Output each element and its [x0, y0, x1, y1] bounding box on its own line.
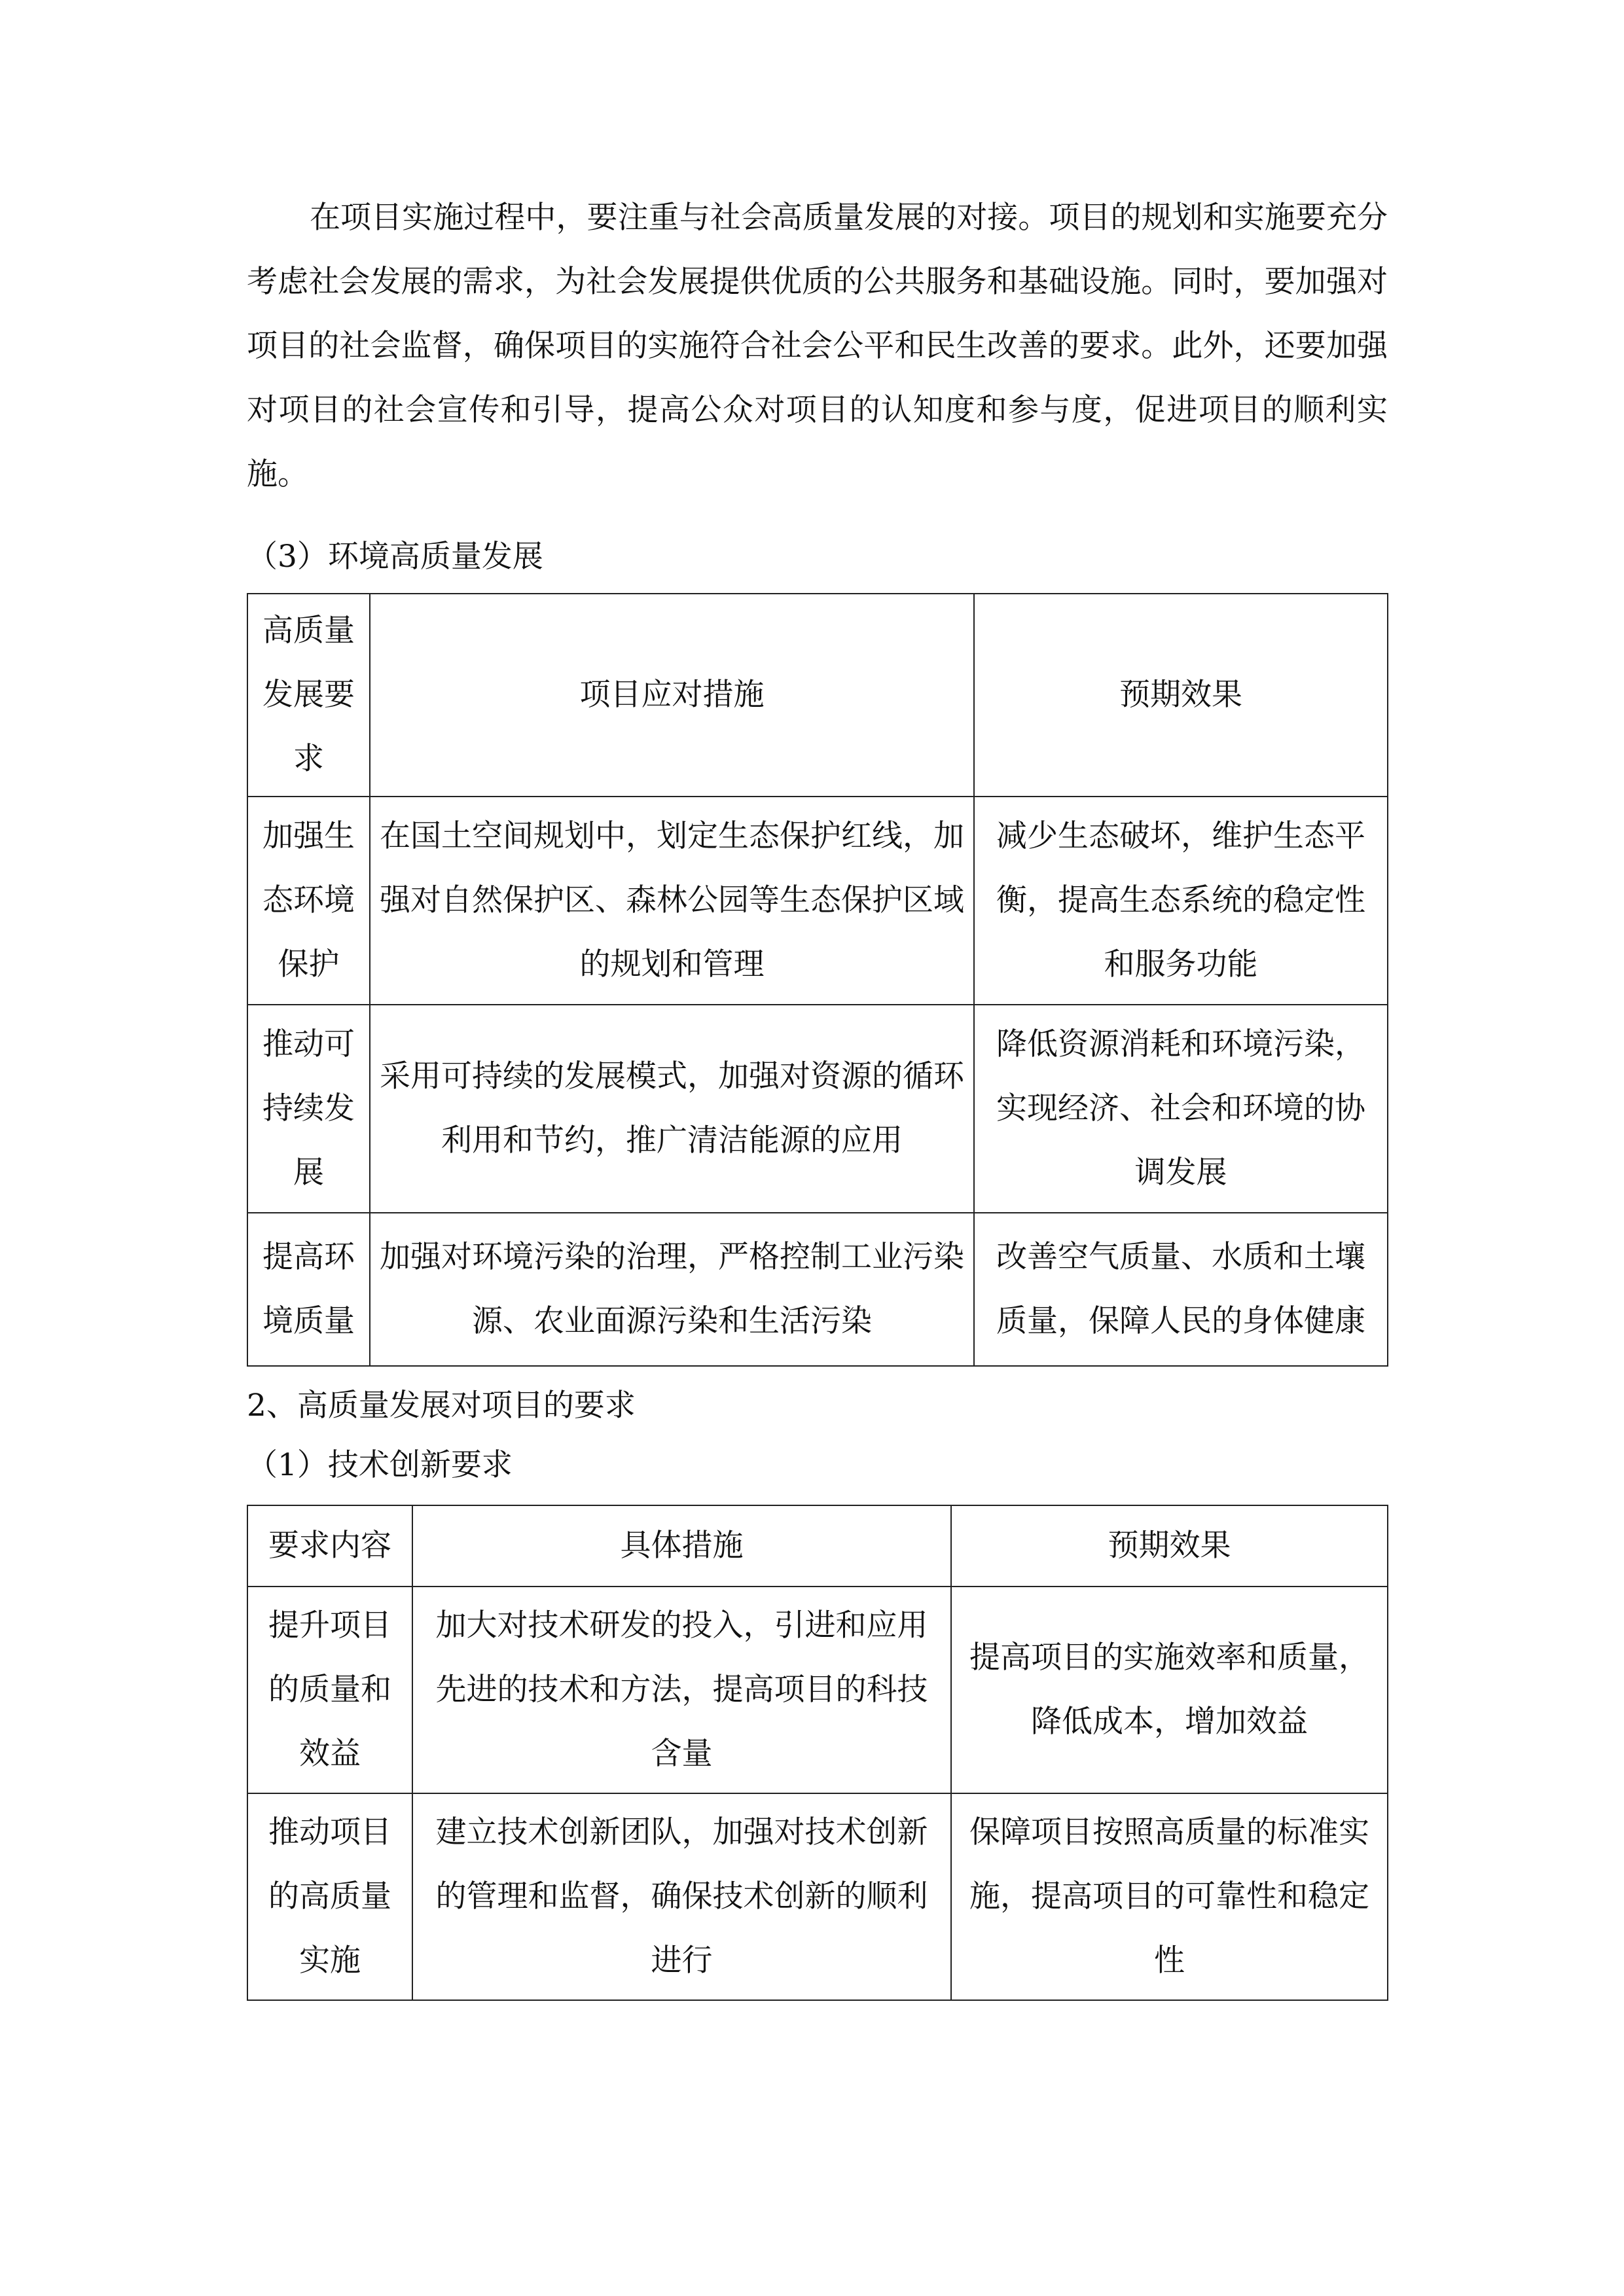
table-row	[247, 1587, 1388, 1793]
table-cell: 加大对技术研发的投入，引进和应用先进的技术和方法，提高项目的科技含量	[412, 1587, 951, 1793]
table-cell: 加强对环境污染的治理，严格控制工业污染源、农业面源污染和生活污染	[370, 1213, 974, 1366]
header-cell: 预期效果	[951, 1505, 1388, 1587]
header-cell: 高质量发展要求	[247, 594, 370, 797]
table-row	[247, 1213, 1388, 1366]
table-cell: 推动项目的高质量实施	[247, 1793, 412, 2000]
table-cell: 提高项目的实施效率和质量，降低成本，增加效益	[951, 1587, 1388, 1793]
tech-table	[247, 1505, 1388, 2001]
table-row	[247, 797, 1388, 1005]
header-cell: 项目应对措施	[370, 594, 974, 797]
table-header-row	[247, 594, 1388, 797]
table-cell: 采用可持续的发展模式，加强对资源的循环利用和节约，推广清洁能源的应用	[370, 1005, 974, 1213]
table-cell: 减少生态破坏，维护生态平衡，提高生态系统的稳定性和服务功能	[974, 797, 1388, 1005]
table-row	[247, 1793, 1388, 2000]
table-cell: 建立技术创新团队，加强对技术创新的管理和监督，确保技术创新的顺利进行	[412, 1793, 951, 2000]
env-table	[247, 593, 1388, 1367]
table-header-row	[247, 1505, 1388, 1587]
table-cell: 改善空气质量、水质和土壤质量，保障人民的身体健康	[974, 1213, 1388, 1366]
header-cell: 具体措施	[412, 1505, 951, 1587]
requirements-heading: 2、高质量发展对项目的要求	[247, 1388, 636, 1424]
intro-paragraph: 在项目实施过程中，要注重与社会高质量发展的对接。项目的规划和实施要充分考虑社会发展的需求，为社会发展提供优质的公共服务和基础设施。同时，要加强对项目的社会监督，确保项目的实施符合社会公平和民生改善的要求。此外，还要加强对项目的社会宣传和引导，提高公众对项目的认知度和参与度，促进项目的顺利实施。	[247, 200, 1388, 492]
tech-innovation-heading: （1）技术创新要求	[247, 1447, 513, 1483]
table-cell: 提高环境质量	[247, 1213, 370, 1366]
table-cell: 加强生态环境保护	[247, 797, 370, 1005]
header-cell: 预期效果	[974, 594, 1388, 797]
table-cell: 保障项目按照高质量的标准实施，提高项目的可靠性和稳定性	[951, 1793, 1388, 2000]
table-cell: 在国土空间规划中，划定生态保护红线，加强对自然保护区、森林公园等生态保护区域的规划和管理	[370, 797, 974, 1005]
header-cell: 要求内容	[247, 1505, 412, 1587]
env-section-heading: （3）环境高质量发展	[247, 539, 543, 575]
table-row	[247, 1005, 1388, 1213]
table-cell: 推动可持续发展	[247, 1005, 370, 1213]
table-cell: 降低资源消耗和环境污染，实现经济、社会和环境的协调发展	[974, 1005, 1388, 1213]
table-cell: 提升项目的质量和效益	[247, 1587, 412, 1793]
